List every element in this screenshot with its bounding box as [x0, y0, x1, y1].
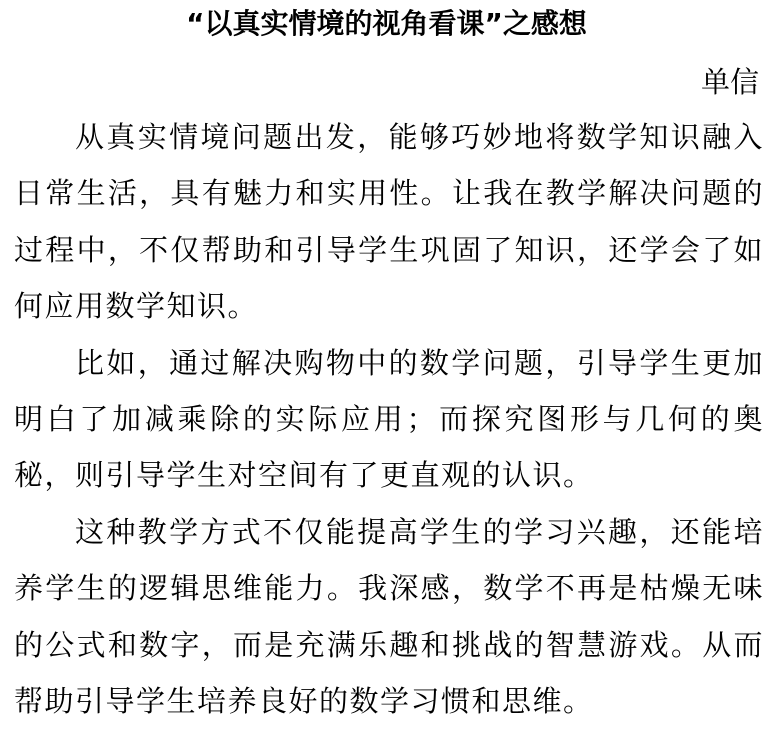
author-name: 单信: [700, 65, 759, 99]
paragraph-2: 比如，通过解决购物中的数学问题，引导学生更加明白了加减乘除的实际应用；而探究图形与几何的奥秘，则引导学生对空间有了更直观的认识。: [14, 345, 764, 493]
document-title: “以真实情境的视角看课”之感想: [186, 7, 587, 40]
document-body: [14, 109, 764, 729]
paragraph-1: 从真实情境问题出发，能够巧妙地将数学知识融入日常生活，具有魅力和实用性。让我在教学解决问题的过程中，不仅帮助和引导学生巩固了知识，还学会了如何应用数学知识。: [14, 120, 764, 324]
paragraph-3: 这种教学方式不仅能提高学生的学习兴趣，还能培养学生的逻辑思维能力。我深感，数学不再是枯燥无味的公式和数字，而是充满乐趣和挑战的智慧游戏。从而帮助引导学生培养良好的数学习惯和思维。: [14, 514, 764, 719]
